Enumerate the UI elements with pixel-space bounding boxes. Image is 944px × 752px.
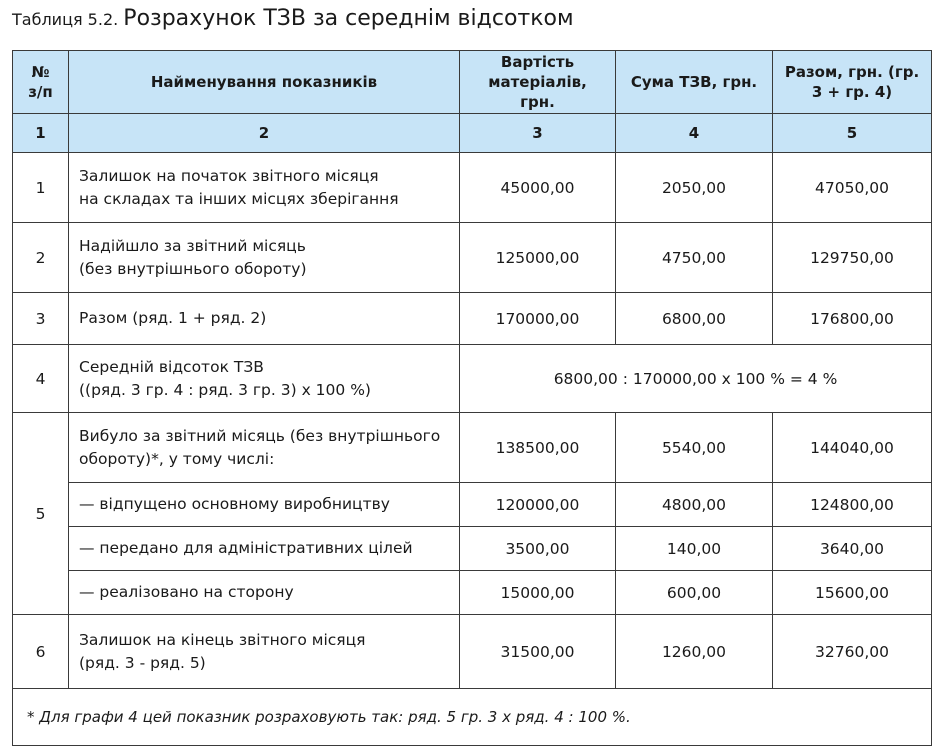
row-number: 5 <box>13 413 69 615</box>
table-caption <box>12 6 574 36</box>
row-name: — відпущено основному виробництву <box>69 483 460 527</box>
table-row <box>13 483 932 527</box>
cell-tzv: 6800,00 <box>616 293 773 345</box>
row-name <box>69 153 460 223</box>
cell-tzv: 140,00 <box>616 527 773 571</box>
header-number-1: 1 <box>13 114 69 153</box>
row-name-line: Середній відсоток ТЗВ <box>79 357 264 376</box>
table-row <box>13 413 932 483</box>
cell-tzv: 5540,00 <box>616 413 773 483</box>
row-number: 3 <box>13 293 69 345</box>
row-name-line: Залишок на початок звітного місяця <box>79 166 379 185</box>
footnote: * Для графи 4 цей показник розраховують так: ряд. 5 гр. 3 х ряд. 4 : 100 %. <box>13 689 932 746</box>
header-number-5: 5 <box>773 114 932 153</box>
row-number: 2 <box>13 223 69 293</box>
row-name <box>69 615 460 689</box>
cell-tzv: 2050,00 <box>616 153 773 223</box>
cell-total: 15600,00 <box>773 571 932 615</box>
cell-materials: 45000,00 <box>460 153 616 223</box>
row-name-line: (без внутрішнього обороту) <box>79 259 307 278</box>
table-row <box>13 571 932 615</box>
row-name: — реалізовано на сторону <box>69 571 460 615</box>
cell-materials: 3500,00 <box>460 527 616 571</box>
cell-tzv: 600,00 <box>616 571 773 615</box>
row-name <box>69 413 460 483</box>
row-name: Разом (ряд. 1 + ряд. 2) <box>69 293 460 345</box>
cell-materials: 170000,00 <box>460 293 616 345</box>
header-col-total: Разом, грн. (гр. 3 + гр. 4) <box>773 51 932 114</box>
cell-total: 3640,00 <box>773 527 932 571</box>
caption-title: Розрахунок ТЗВ за середнім відсотком <box>123 6 574 31</box>
header-col-materials: Вартість матеріалів, грн. <box>460 51 616 114</box>
cell-tzv: 4750,00 <box>616 223 773 293</box>
header-col-tzv: Сума ТЗВ, грн. <box>616 51 773 114</box>
row-number: 6 <box>13 615 69 689</box>
header-number-3: 3 <box>460 114 616 153</box>
cell-tzv: 1260,00 <box>616 615 773 689</box>
cell-total: 176800,00 <box>773 293 932 345</box>
row-name <box>69 223 460 293</box>
header-col-number: № з/п <box>13 51 69 114</box>
header-row <box>13 51 932 114</box>
caption-prefix: Таблиця 5.2. <box>12 10 119 29</box>
cell-total: 47050,00 <box>773 153 932 223</box>
row-name-line: Залишок на кінець звітного місяця <box>79 630 366 649</box>
cell-materials: 138500,00 <box>460 413 616 483</box>
header-numbers-row <box>13 114 932 153</box>
row-name-line: Вибуло за звітний місяць (без внутрішнього <box>79 426 441 445</box>
table-row <box>13 153 932 223</box>
row-number: 1 <box>13 153 69 223</box>
footnote-row <box>13 689 932 746</box>
tzv-table <box>12 50 932 746</box>
cell-tzv: 4800,00 <box>616 483 773 527</box>
cell-total: 129750,00 <box>773 223 932 293</box>
row-name-line: на складах та інших місцях зберігання <box>79 189 399 208</box>
header-number-2: 2 <box>69 114 460 153</box>
cell-materials: 15000,00 <box>460 571 616 615</box>
row-number: 4 <box>13 345 69 413</box>
cell-total: 144040,00 <box>773 413 932 483</box>
cell-total: 32760,00 <box>773 615 932 689</box>
row-name-line: обороту)*, у тому числі: <box>79 449 275 468</box>
row-name <box>69 345 460 413</box>
cell-materials: 125000,00 <box>460 223 616 293</box>
row-name-line: Надійшло за звітний місяць <box>79 236 306 255</box>
cell-materials: 120000,00 <box>460 483 616 527</box>
header-col-name: Найменування показників <box>69 51 460 114</box>
table-row <box>13 293 932 345</box>
cell-total: 124800,00 <box>773 483 932 527</box>
average-percent-formula: 6800,00 : 170000,00 х 100 % = 4 % <box>460 345 932 413</box>
header-number-4: 4 <box>616 114 773 153</box>
table-row <box>13 223 932 293</box>
cell-materials: 31500,00 <box>460 615 616 689</box>
table-row <box>13 345 932 413</box>
table-row <box>13 527 932 571</box>
table-row <box>13 615 932 689</box>
row-name: — передано для адміністративних цілей <box>69 527 460 571</box>
row-name-line: ((ряд. 3 гр. 4 : ряд. 3 гр. 3) х 100 %) <box>79 380 371 399</box>
row-name-line: (ряд. 3 - ряд. 5) <box>79 653 206 672</box>
